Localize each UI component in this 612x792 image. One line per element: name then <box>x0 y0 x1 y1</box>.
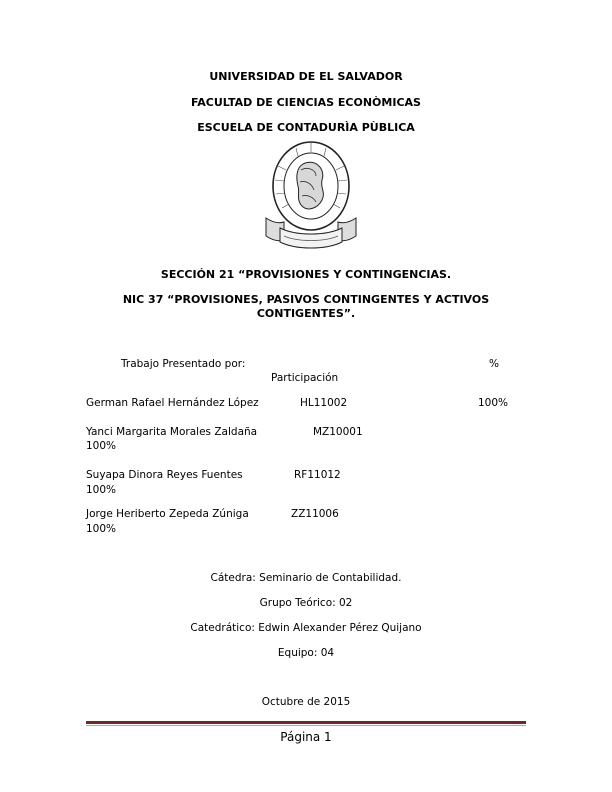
member-name: Suyapa Dinora Reyes Fuentes <box>86 469 243 481</box>
university-seal-icon <box>256 140 366 260</box>
member-pct: 100% <box>86 484 117 496</box>
grupo-line: Grupo Teórico: 02 <box>259 597 353 609</box>
date-line: Octubre de 2015 <box>261 696 351 708</box>
member-code: ZZ11006 <box>291 508 339 520</box>
footer-rule-thin <box>86 725 526 726</box>
member-code: MZ10001 <box>313 426 363 438</box>
member-name: Yanci Margarita Morales Zaldaña <box>86 426 258 438</box>
section-title: SECCIÓN 21 “PROVISIONES Y CONTINGENCIAS. <box>160 268 452 281</box>
member-pct: 100% <box>86 440 117 452</box>
university-seal <box>256 140 366 260</box>
school-name: ESCUELA DE CONTADURÌA PÙBLICA <box>197 121 415 134</box>
member-pct: 100% <box>478 397 509 409</box>
member-code: HL11002 <box>300 397 348 409</box>
catedra-line: Cátedra: Seminario de Contabilidad. <box>210 572 402 584</box>
nic-title-line-2: CONTIGENTES”. <box>256 307 356 320</box>
member-name: German Rafael Hernández López <box>86 397 259 409</box>
member-code: RF11012 <box>294 469 341 481</box>
equipo-line: Equipo: 04 <box>277 647 335 659</box>
nic-title-line-1: NIC 37 “PROVISIONES, PASIVOS CONTINGENTES Y ACTIVOS <box>122 293 490 306</box>
participation-label: Participación <box>271 372 339 384</box>
faculty-name: FACULTAD DE CIENCIAS ECONÒMICAS <box>191 96 421 109</box>
member-pct: 100% <box>86 523 117 535</box>
footer-rule <box>86 721 526 724</box>
catedratico-line: Catedrático: Edwin Alexander Pérez Quijano <box>190 622 422 634</box>
percent-symbol: % <box>489 358 499 370</box>
member-name: Jorge Heriberto Zepeda Zúniga <box>86 508 249 520</box>
university-name: UNIVERSIDAD DE EL SALVADOR <box>209 70 403 83</box>
presented-by-label: Trabajo Presentado por: <box>121 358 246 370</box>
page-number: Página 1 <box>280 730 332 744</box>
